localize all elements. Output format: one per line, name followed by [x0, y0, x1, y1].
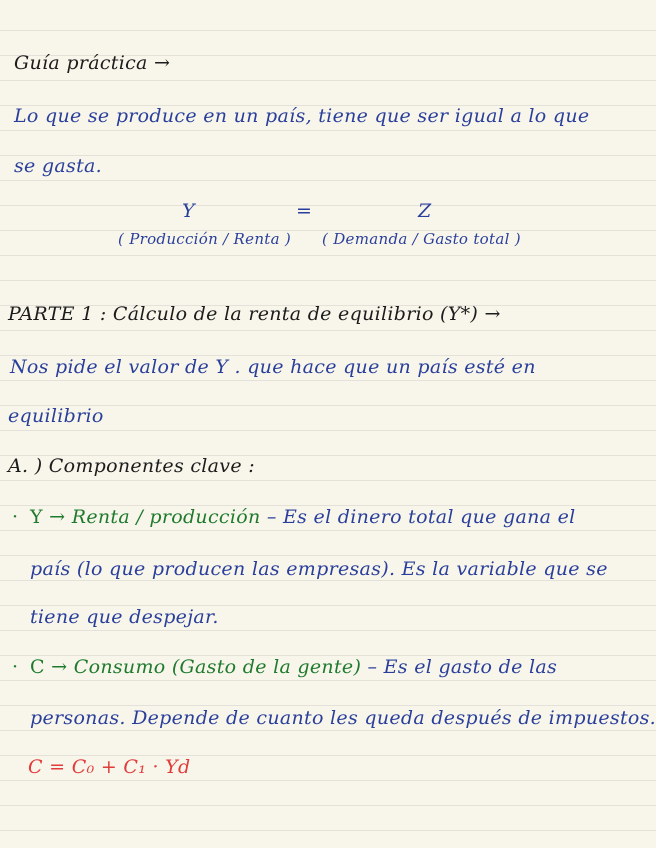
part-1-line-1: Nos pide el valor de Y . que hace que un país esté en: [10, 356, 536, 378]
intro-line-1: Lo que se produce en un país, tiene que ser igual a lo que: [14, 105, 590, 127]
item-y-desc-1: – Es el dinero total que gana el: [266, 506, 576, 528]
equation-sign: =: [296, 200, 313, 222]
part-1-line-2: equilibrio: [8, 405, 104, 427]
item-c-name: Consumo (Gasto de la gente): [73, 656, 362, 678]
item-y-desc-2: país (lo que producen las empresas). Es la variable que se: [30, 558, 608, 580]
item-c: [12, 656, 557, 678]
bullet: ·: [12, 656, 19, 678]
item-y-name: Renta / producción: [71, 506, 261, 528]
equation-left: Y: [182, 200, 195, 222]
equation-right: Z: [418, 200, 432, 222]
item-c-desc-1: – Es el gasto de las: [367, 656, 558, 678]
intro-line-2: se gasta.: [14, 155, 102, 177]
item-y-symbol: Y →: [30, 506, 66, 528]
equation-left-label: ( Producción / Renta ): [118, 230, 292, 248]
item-y-desc-3: tiene que despejar.: [30, 606, 219, 628]
item-y: [12, 506, 576, 528]
section-a-title: A. ) Componentes clave :: [8, 455, 255, 477]
item-c-symbol: C →: [30, 656, 68, 678]
consumption-formula: C = C₀ + C₁ · Yd: [28, 756, 191, 778]
part-1-title: PARTE 1 : Cálculo de la renta de equilibrio (Y*) →: [8, 303, 501, 325]
heading: Guía práctica →: [14, 52, 171, 74]
item-c-desc-2: personas. Depende de cuanto les queda después de impuestos.: [30, 707, 656, 729]
equation-right-label: ( Demanda / Gasto total ): [322, 230, 521, 248]
bullet: ·: [12, 506, 19, 528]
